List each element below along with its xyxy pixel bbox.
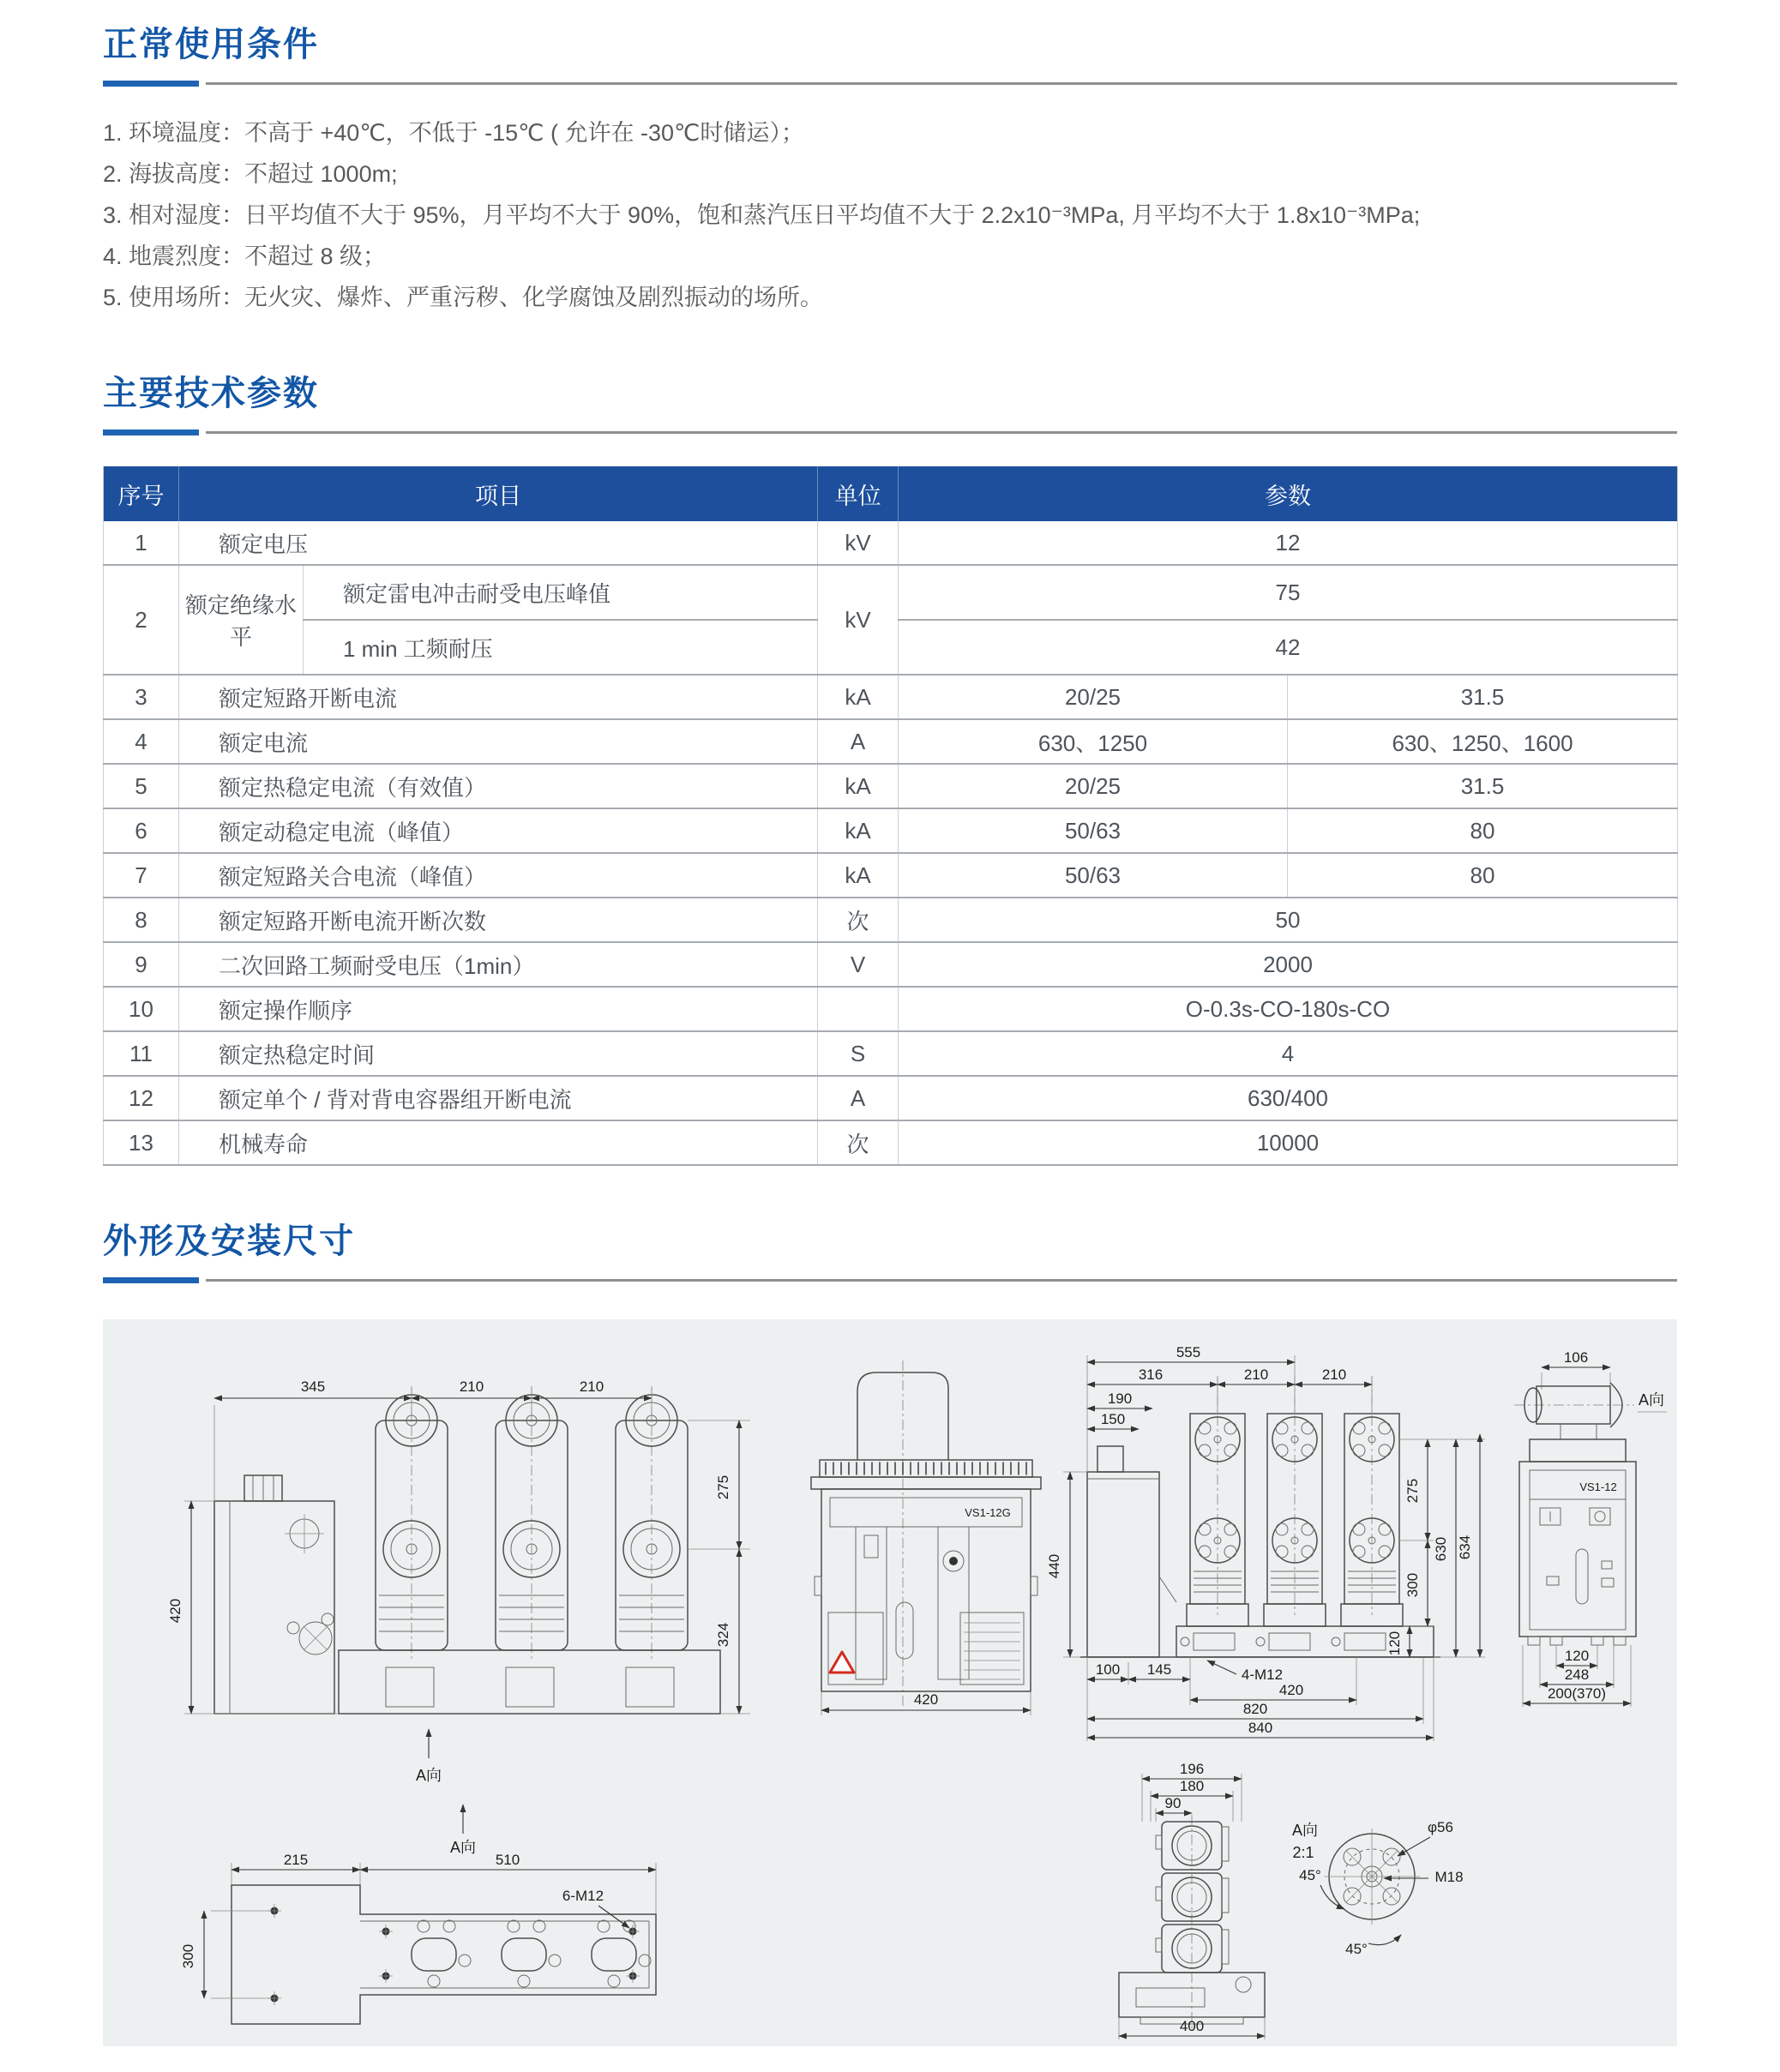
cell-param: 50 [899, 898, 1678, 942]
cell-item: 二次回路工频耐受电压（1min） [179, 942, 818, 987]
drawing-side-view [811, 1360, 1041, 1715]
condition-item: 2. 海拔高度：不超过 1000m; [103, 161, 398, 187]
cell-item: 机械寿命 [179, 1120, 818, 1165]
dim-label: 300 [1404, 1572, 1421, 1598]
cell-param: 630/400 [899, 1076, 1678, 1120]
cell-unit: kA [818, 853, 899, 898]
view-label: A向 [449, 1839, 477, 1856]
cell-unit: A [818, 1076, 899, 1120]
cell-item: 额定电压 [179, 521, 818, 565]
table-row [104, 521, 1678, 565]
condition-item: 3. 相对湿度：日平均值不大于 95%，月平均不大于 90%，饱和蒸汽压日平均值不大于 2.2x10⁻³MPa, 月平均不大于 1.8x10⁻³MPa; [103, 202, 1421, 228]
scale-label: 2:1 [1292, 1844, 1314, 1861]
table-row [104, 675, 1678, 719]
dim-label: 275 [715, 1474, 731, 1500]
dim-label: 400 [1179, 2018, 1205, 2034]
cell-no: 3 [104, 675, 179, 719]
drawing-top-view [1119, 1761, 1265, 2039]
cell-param-b: 80 [1288, 853, 1678, 898]
dim-label: 210 [1321, 1366, 1347, 1383]
cell-param-b: 630、1250、1600 [1288, 719, 1678, 764]
table-row [104, 808, 1678, 853]
table-row [104, 987, 1678, 1031]
cell-no: 6 [104, 808, 179, 853]
dim-label: 150 [1100, 1411, 1126, 1427]
table-row [104, 853, 1678, 898]
dim-label: 840 [1248, 1720, 1273, 1736]
section-divider [103, 1276, 1677, 1283]
cell-no: 1 [104, 521, 179, 565]
divider-accent [103, 81, 199, 87]
table-header-row [104, 466, 1678, 521]
cell-unit [818, 987, 899, 1031]
section-parameters [103, 366, 1677, 1166]
table-row [104, 1031, 1678, 1076]
cell-param: 10000 [899, 1120, 1678, 1165]
model-label: VS1-12 [1579, 1480, 1617, 1493]
section-divider [103, 429, 1677, 435]
outline-drawings [103, 1319, 1677, 2046]
dim-label: 90 [1164, 1795, 1182, 1811]
cell-unit: kV [818, 521, 899, 565]
dim-label: 420 [1278, 1682, 1304, 1698]
drawings-panel [103, 1319, 1677, 2046]
dim-label: 200(370) [1547, 1685, 1607, 1702]
drawing-rear-view [1046, 1344, 1485, 1741]
cell-param: 75 [899, 565, 1678, 620]
dim-label: 106 [1563, 1349, 1589, 1366]
cell-no: 12 [104, 1076, 179, 1120]
divider-line [206, 431, 1677, 434]
col-header-no: 序号 [104, 466, 179, 521]
cell-param: 42 [899, 620, 1678, 675]
cell-subitem: 1 min 工频耐压 [304, 620, 818, 675]
cell-item: 额定短路关合电流（峰值） [179, 853, 818, 898]
dim-label: 248 [1564, 1667, 1590, 1683]
section-title-dimensions: 外形及安装尺寸 [103, 1222, 355, 1260]
dim-label: 820 [1242, 1701, 1268, 1717]
drawing-a-view [1514, 1349, 1667, 1707]
cell-no: 2 [104, 565, 179, 675]
cell-param: 2000 [899, 942, 1678, 987]
dim-label: 510 [495, 1852, 520, 1868]
cell-no: 8 [104, 898, 179, 942]
dim-label: 345 [300, 1378, 326, 1395]
cell-param: 12 [899, 521, 1678, 565]
cell-no: 11 [104, 1031, 179, 1076]
table-row [104, 942, 1678, 987]
cell-item: 额定单个 / 背对背电容器组开断电流 [179, 1076, 818, 1120]
dim-label: 120 [1564, 1648, 1590, 1664]
cell-item: 额定操作顺序 [179, 987, 818, 1031]
table-row [104, 1076, 1678, 1120]
cell-param-b: 31.5 [1288, 764, 1678, 808]
condition-item: 4. 地震烈度：不超过 8 级； [103, 243, 387, 269]
divider-line [206, 82, 1677, 85]
cell-unit: A [818, 719, 899, 764]
model-label: VS1-12G [965, 1506, 1011, 1519]
cell-item: 额定动稳定电流（峰值） [179, 808, 818, 853]
section-divider [103, 80, 1677, 87]
dim-label: 630 [1433, 1536, 1449, 1562]
dim-label: 210 [1243, 1366, 1269, 1383]
drawing-front-view [167, 1378, 750, 1784]
cell-param-a: 20/25 [899, 764, 1288, 808]
view-label: A向 [415, 1767, 442, 1784]
dim-label: 275 [1404, 1478, 1421, 1504]
cell-unit: kA [818, 808, 899, 853]
table-row [104, 719, 1678, 764]
divider-accent [103, 1277, 199, 1283]
table-row [104, 764, 1678, 808]
divider-line [206, 1279, 1677, 1282]
cell-unit: V [818, 942, 899, 987]
bolt-label: 6-M12 [562, 1888, 604, 1904]
cell-no: 5 [104, 764, 179, 808]
col-header-item: 项目 [179, 466, 818, 521]
cell-param-b: 31.5 [1288, 675, 1678, 719]
dim-label: 210 [459, 1378, 484, 1395]
cell-unit: 次 [818, 898, 899, 942]
dim-label: 555 [1176, 1344, 1201, 1360]
cell-item: 额定热稳定时间 [179, 1031, 818, 1076]
cell-no: 10 [104, 987, 179, 1031]
section-title-parameters: 主要技术参数 [103, 375, 319, 412]
dim-label: 440 [1046, 1553, 1062, 1579]
cell-no: 13 [104, 1120, 179, 1165]
cell-param-b: 80 [1288, 808, 1678, 853]
view-label: A向 [1638, 1391, 1665, 1408]
cell-unit: kA [818, 764, 899, 808]
section-dimensions [103, 1214, 1677, 2046]
view-label: A向 [1291, 1822, 1319, 1839]
condition-item: 5. 使用场所：无火灾、爆炸、严重污秽、化学腐蚀及剧烈振动的场所。 [103, 285, 824, 310]
conditions-list [103, 112, 1677, 318]
drawing-detail-2to1 [1292, 1819, 1464, 1957]
dim-label: 100 [1095, 1661, 1121, 1678]
dim-label: 45° [1345, 1941, 1368, 1957]
dim-label: 300 [180, 1943, 196, 1969]
cell-no: 4 [104, 719, 179, 764]
dim-label: 316 [1138, 1366, 1164, 1383]
cell-param-a: 50/63 [899, 853, 1288, 898]
cell-param-a: 20/25 [899, 675, 1288, 719]
dim-label: 145 [1146, 1661, 1172, 1678]
cell-unit: kA [818, 675, 899, 719]
dim-label: 215 [283, 1852, 309, 1868]
divider-accent [103, 429, 199, 435]
cell-item: 额定绝缘水平 [179, 565, 304, 675]
section-title-conditions: 正常使用条件 [103, 26, 319, 63]
cell-unit: S [818, 1031, 899, 1076]
cell-param-a: 630、1250 [899, 719, 1288, 764]
dim-label: 45° [1299, 1867, 1321, 1883]
cell-param-a: 50/63 [899, 808, 1288, 853]
cell-unit: 次 [818, 1120, 899, 1165]
dim-label: 196 [1179, 1761, 1205, 1777]
dim-label: 420 [167, 1598, 183, 1624]
cell-item: 额定热稳定电流（有效值） [179, 764, 818, 808]
dim-label: M18 [1434, 1869, 1464, 1885]
table-row [104, 898, 1678, 942]
section-conditions [103, 17, 1677, 318]
dim-label: 120 [1386, 1631, 1403, 1656]
dim-label: 180 [1179, 1778, 1205, 1794]
parameters-table [103, 466, 1678, 1166]
cell-no: 9 [104, 942, 179, 987]
cell-subitem: 额定雷电冲击耐受电压峰值 [304, 565, 818, 620]
dim-label: 190 [1107, 1390, 1133, 1407]
table-row [104, 1120, 1678, 1165]
dim-label: 634 [1457, 1534, 1473, 1560]
dim-label: 210 [579, 1378, 604, 1395]
cell-item: 额定电流 [179, 719, 818, 764]
dim-label: φ56 [1428, 1819, 1453, 1835]
table-row [104, 565, 1678, 620]
cell-no: 7 [104, 853, 179, 898]
cell-item: 额定短路开断电流 [179, 675, 818, 719]
cell-param: O-0.3s-CO-180s-CO [899, 987, 1678, 1031]
cell-unit: kV [818, 565, 899, 675]
drawing-mounting-plate [180, 1805, 656, 2024]
col-header-param: 参数 [899, 466, 1678, 521]
cell-param: 4 [899, 1031, 1678, 1076]
dim-label: 420 [913, 1691, 939, 1708]
bolt-label: 4-M12 [1241, 1667, 1284, 1683]
col-header-unit: 单位 [818, 466, 899, 521]
cell-item: 额定短路开断电流开断次数 [179, 898, 818, 942]
condition-item: 1. 环境温度：不高于 +40℃，不低于 -15℃ ( 允许在 -30℃时储运）； [103, 120, 804, 146]
dim-label: 324 [715, 1622, 731, 1648]
